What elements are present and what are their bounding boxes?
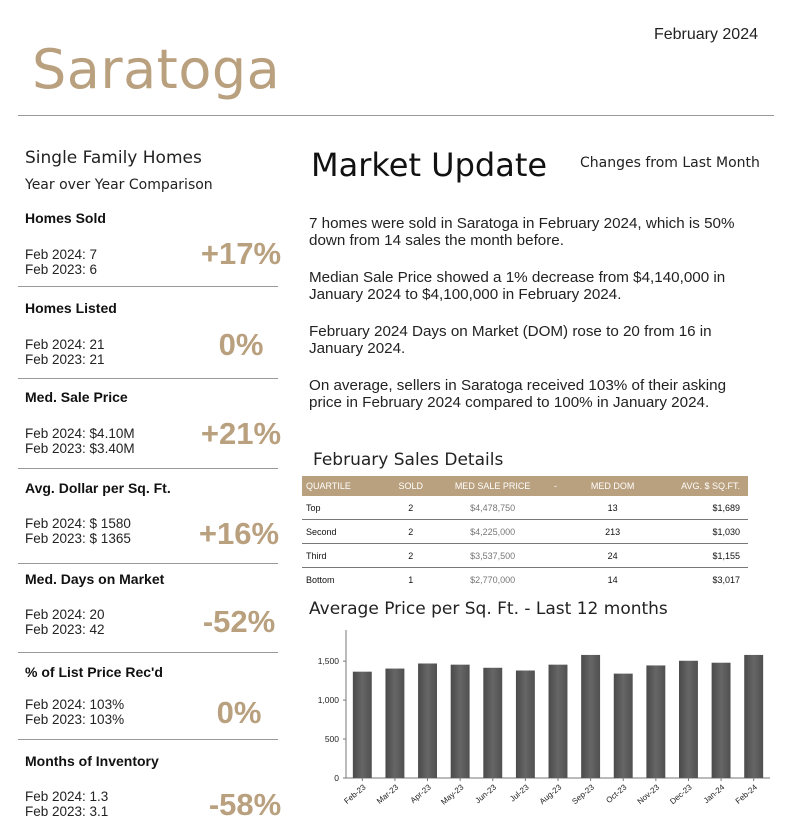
cell-price: $3,537,500 bbox=[437, 544, 547, 568]
bar bbox=[418, 663, 437, 778]
property-type-heading: Single Family Homes bbox=[25, 148, 202, 168]
metric-title: % of List Price Rec'd bbox=[25, 664, 163, 680]
cell-sqft: $1,155 bbox=[662, 544, 748, 568]
bar bbox=[744, 655, 763, 778]
market-paragraph: Median Sale Price showed a 1% decrease from $4,140,000 in January 2024 to $4,100,000 in February 2024. bbox=[309, 269, 726, 303]
bar bbox=[451, 665, 470, 778]
metric-change: -58% bbox=[208, 787, 282, 822]
market-paragraph: February 2024 Days on Market (DOM) rose to 20 from 16 in January 2024. bbox=[309, 323, 712, 357]
cell-sold: 2 bbox=[384, 544, 437, 568]
y-tick-label: 1,500 bbox=[317, 656, 339, 667]
metric-price-per-sqft bbox=[18, 469, 278, 564]
metric-title: Homes Sold bbox=[25, 210, 106, 226]
column-header: AVG. $ SQ.FT. bbox=[662, 476, 748, 496]
cell-quartile: Bottom bbox=[306, 574, 335, 585]
metric-values: Feb 2024: 21 Feb 2023: 21 bbox=[25, 337, 105, 367]
x-tick-label: Dec-23 bbox=[668, 782, 694, 807]
cell-price: $2,770,000 bbox=[470, 574, 516, 585]
metric-change: +17% bbox=[200, 236, 282, 271]
x-tick-label: Jun-23 bbox=[473, 782, 499, 806]
sales-details-title: February Sales Details bbox=[313, 450, 504, 470]
cell-dom: 13 bbox=[563, 496, 662, 520]
metric-title: Med. Sale Price bbox=[25, 389, 128, 405]
metric-homes-listed bbox=[18, 287, 278, 379]
cell-sold: 2 bbox=[384, 520, 437, 544]
metric-months-of-inventory bbox=[18, 740, 282, 840]
metric-homes-sold bbox=[18, 198, 282, 287]
metric-change: +16% bbox=[198, 516, 280, 551]
cell-dom: 213 bbox=[563, 520, 662, 544]
price-per-sqft-chart bbox=[300, 622, 780, 832]
y-tick-label: 1,000 bbox=[317, 695, 339, 706]
cell-sqft: $3,017 bbox=[712, 574, 740, 585]
column-header: MED SALE PRICE bbox=[437, 476, 547, 496]
metric-change: +21% bbox=[200, 416, 282, 451]
cell-quartile: Second bbox=[302, 520, 384, 544]
metric-values: Feb 2024: $4.10M Feb 2023: $3.40M bbox=[25, 426, 135, 456]
cell-sold: 2 bbox=[384, 496, 437, 520]
metric-days-on-market bbox=[18, 564, 278, 653]
bar bbox=[679, 661, 698, 778]
x-tick-label: Nov-23 bbox=[635, 782, 662, 807]
header-divider bbox=[18, 115, 774, 116]
cell-dom: 24 bbox=[563, 544, 662, 568]
cell-dom: 14 bbox=[607, 574, 618, 585]
cell-quartile: Third bbox=[302, 544, 384, 568]
metric-values: Feb 2024: $ 1580 Feb 2023: $ 1365 bbox=[25, 516, 131, 546]
x-tick-label: Apr-23 bbox=[408, 782, 433, 805]
market-paragraph: On average, sellers in Saratoga received 103% of their asking price in February 2024 compared to 100% in January 2024. bbox=[309, 377, 727, 411]
comparison-subheading: Year over Year Comparison bbox=[25, 177, 213, 193]
chart-title: Average Price per Sq. Ft. - Last 12 months bbox=[309, 599, 668, 619]
column-header: QUARTILE bbox=[302, 476, 384, 496]
cell-quartile: Top bbox=[302, 496, 384, 520]
metric-values: Feb 2024: 20 Feb 2023: 42 bbox=[25, 607, 105, 637]
city-title: Saratoga bbox=[32, 38, 281, 101]
sales-details-table bbox=[302, 476, 748, 591]
metric-list-price-received bbox=[18, 653, 278, 740]
x-tick-label: May-23 bbox=[439, 782, 466, 807]
bar bbox=[614, 674, 633, 778]
x-tick-label: Aug-23 bbox=[537, 782, 564, 807]
metric-change: 0% bbox=[216, 695, 262, 730]
bar bbox=[385, 669, 404, 778]
metric-title: Avg. Dollar per Sq. Ft. bbox=[25, 480, 171, 496]
metric-change: 0% bbox=[218, 327, 264, 362]
x-tick-label: Oct-23 bbox=[604, 782, 629, 805]
metric-values: Feb 2024: 7 Feb 2023: 6 bbox=[25, 247, 98, 277]
column-header: - bbox=[548, 476, 563, 496]
table-row bbox=[302, 544, 748, 568]
x-tick-label: Feb-24 bbox=[733, 782, 759, 806]
table-row bbox=[302, 568, 748, 592]
cell-price: $4,478,750 bbox=[437, 496, 547, 520]
table-row bbox=[302, 520, 748, 544]
report-date: February 2024 bbox=[653, 26, 758, 43]
bar bbox=[516, 671, 535, 778]
x-tick-label: Jan-24 bbox=[701, 782, 727, 806]
market-update-title: Market Update bbox=[311, 146, 548, 184]
metric-med-sale-price bbox=[18, 379, 282, 469]
metric-change: -52% bbox=[202, 604, 276, 639]
metric-title: Med. Days on Market bbox=[25, 571, 165, 587]
x-tick-label: Jul-23 bbox=[508, 782, 531, 804]
y-tick-label: 0 bbox=[334, 773, 339, 783]
bar bbox=[581, 655, 600, 778]
metric-values: Feb 2024: 103% Feb 2023: 103% bbox=[25, 697, 125, 727]
x-tick-label: Sep-23 bbox=[570, 782, 596, 807]
cell-sqft: $1,689 bbox=[662, 496, 748, 520]
cell-sqft: $1,030 bbox=[662, 520, 748, 544]
changes-label: Changes from Last Month bbox=[580, 155, 760, 171]
table-row bbox=[302, 496, 748, 520]
cell-price: $4,225,000 bbox=[437, 520, 547, 544]
x-tick-label: Mar-23 bbox=[375, 782, 401, 806]
bar bbox=[712, 663, 731, 778]
column-header: MED DOM bbox=[563, 476, 662, 496]
bar bbox=[353, 672, 372, 778]
metric-values: Feb 2024: 1.3 Feb 2023: 3.1 bbox=[25, 789, 109, 819]
metric-title: Homes Listed bbox=[25, 300, 117, 316]
x-tick-label: Feb-23 bbox=[342, 782, 368, 806]
bar bbox=[549, 665, 568, 778]
market-paragraph: 7 homes were sold in Saratoga in February 2024, which is 50% down from 14 sales the month before. bbox=[309, 215, 735, 249]
column-header: SOLD bbox=[384, 476, 437, 496]
table-header-row bbox=[302, 476, 748, 496]
metric-title: Months of Inventory bbox=[25, 753, 159, 769]
cell-sold: 1 bbox=[408, 574, 414, 585]
y-tick-label: 500 bbox=[324, 734, 339, 745]
bar bbox=[646, 665, 665, 778]
bar bbox=[483, 668, 502, 778]
